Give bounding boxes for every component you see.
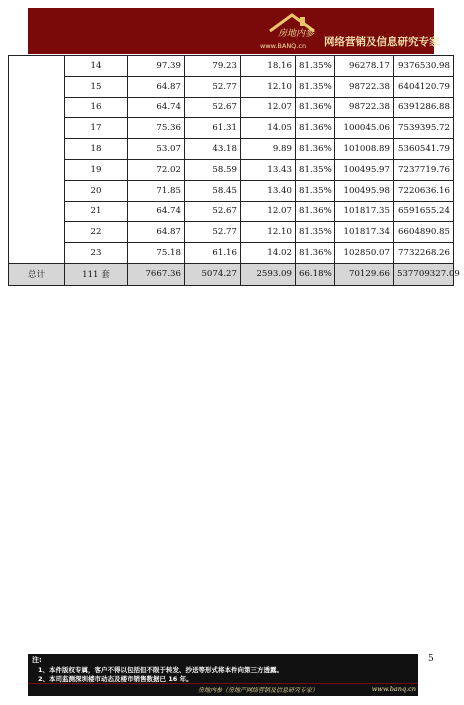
table-cell: 101817.34 xyxy=(335,222,394,243)
table-cell: 64.87 xyxy=(128,76,185,97)
table-row xyxy=(9,76,454,97)
table-cell: 18 xyxy=(65,139,128,160)
total-cell: 111 套 xyxy=(65,263,128,285)
table-cell: 58.45 xyxy=(185,180,241,201)
table-row xyxy=(9,222,454,243)
table-cell: 101008.89 xyxy=(335,139,394,160)
table-cell: 7539395.72 xyxy=(394,118,454,139)
table-cell: 17 xyxy=(65,118,128,139)
table-cell: 12.07 xyxy=(241,201,296,222)
table-cell: 13.40 xyxy=(241,180,296,201)
table-cell: 52.67 xyxy=(185,97,241,118)
table-cell: 81.36% xyxy=(296,97,335,118)
table-cell: 21 xyxy=(65,201,128,222)
table-cell: 19 xyxy=(65,159,128,180)
table-cell: 6604890.85 xyxy=(394,222,454,243)
table-cell: 6591655.24 xyxy=(394,201,454,222)
total-cell: 5074.27 xyxy=(185,263,241,285)
table-cell: 96278.17 xyxy=(335,56,394,77)
table-cell: 101817.35 xyxy=(335,201,394,222)
table-cell: 15 xyxy=(65,76,128,97)
sales-table xyxy=(8,55,460,286)
table-cell: 13.43 xyxy=(241,159,296,180)
table-cell: 23 xyxy=(65,243,128,264)
table-row xyxy=(9,56,454,77)
table-cell: 6391286.88 xyxy=(394,97,454,118)
total-cell: 70129.66 xyxy=(335,263,394,285)
table-cell: 64.74 xyxy=(128,97,185,118)
table-cell: 81.35% xyxy=(296,76,335,97)
table-row xyxy=(9,97,454,118)
table-cell: 81.36% xyxy=(296,243,335,264)
note-line: 1、本件版权专属，客户不得以包括但不限于转发、抄送等形式将本件向第三方透露。 xyxy=(38,666,284,674)
footer-strip xyxy=(28,683,418,696)
table-cell: 102850.07 xyxy=(335,243,394,264)
brand-name: 房地内参 xyxy=(278,29,315,39)
table-cell: 9.89 xyxy=(241,139,296,160)
table-cell: 9376530.98 xyxy=(394,56,454,77)
total-row xyxy=(9,263,454,285)
table-cell: 53.07 xyxy=(128,139,185,160)
table-row xyxy=(9,180,454,201)
footer-notes xyxy=(28,654,418,696)
table-cell: 7732268.26 xyxy=(394,243,454,264)
note-line: 2、本司监测深圳楼市动态及楼市销售数据已 16 年。 xyxy=(38,675,193,683)
total-label: 总计 xyxy=(9,263,65,285)
table-cell: 81.36% xyxy=(296,201,335,222)
table-cell: 71.85 xyxy=(128,180,185,201)
table-cell: 14 xyxy=(65,56,128,77)
total-cell: 537709327.09 xyxy=(394,263,454,285)
table-cell: 81.35% xyxy=(296,180,335,201)
table-cell: 61.16 xyxy=(185,243,241,264)
page-number: 5 xyxy=(428,654,434,664)
table-cell: 5360541.79 xyxy=(394,139,454,160)
table-row xyxy=(9,118,454,139)
total-cell: 7667.36 xyxy=(128,263,185,285)
footer-tagline: 房地内参（房地产网络营销及信息研究专家） xyxy=(198,687,319,694)
table-cell: 22 xyxy=(65,222,128,243)
table-cell: 52.77 xyxy=(185,222,241,243)
table-cell: 81.35% xyxy=(296,222,335,243)
table-cell: 64.87 xyxy=(128,222,185,243)
table-cell: 52.67 xyxy=(185,201,241,222)
header-banner xyxy=(28,8,440,54)
note-label: 注: xyxy=(32,656,42,664)
brand-url: www.BANQ.cn xyxy=(260,42,307,50)
table-cell: 100045.06 xyxy=(335,118,394,139)
total-cell: 2593.09 xyxy=(241,263,296,285)
table-cell: 79.23 xyxy=(185,56,241,77)
table-row xyxy=(9,243,454,264)
table-cell: 12.10 xyxy=(241,76,296,97)
table-cell: 43.18 xyxy=(185,139,241,160)
table-cell: 16 xyxy=(65,97,128,118)
table-row xyxy=(9,201,454,222)
table-cell: 12.07 xyxy=(241,97,296,118)
table-cell: 75.18 xyxy=(128,243,185,264)
header-title: 网络营销及信息研究专家 xyxy=(324,36,440,48)
table-cell: 81.35% xyxy=(296,56,335,77)
table-cell: 20 xyxy=(65,180,128,201)
table-cell: 98722.38 xyxy=(335,76,394,97)
table-cell: 61.31 xyxy=(185,118,241,139)
table-cell: 75.36 xyxy=(128,118,185,139)
table-cell: 7220636.16 xyxy=(394,180,454,201)
table-cell: 100495.98 xyxy=(335,180,394,201)
table-cell: 14.05 xyxy=(241,118,296,139)
table-cell: 6404120.79 xyxy=(394,76,454,97)
table-cell: 81.36% xyxy=(296,139,335,160)
group-cell xyxy=(9,56,65,264)
table-cell: 18.16 xyxy=(241,56,296,77)
table-cell: 64.74 xyxy=(128,201,185,222)
table-cell: 72.02 xyxy=(128,159,185,180)
table-cell: 58.59 xyxy=(185,159,241,180)
total-cell: 66.18% xyxy=(296,263,335,285)
table-cell: 7237719.76 xyxy=(394,159,454,180)
table-cell: 14.02 xyxy=(241,243,296,264)
table-cell: 81.35% xyxy=(296,159,335,180)
table-row xyxy=(9,159,454,180)
table-cell: 98722.38 xyxy=(335,97,394,118)
table-cell: 81.36% xyxy=(296,118,335,139)
table-cell: 100495.97 xyxy=(335,159,394,180)
footer-url: www.banq.cn xyxy=(371,685,416,693)
table-cell: 97.39 xyxy=(128,56,185,77)
table-cell: 12.10 xyxy=(241,222,296,243)
table-row xyxy=(9,139,454,160)
table-cell: 52.77 xyxy=(185,76,241,97)
